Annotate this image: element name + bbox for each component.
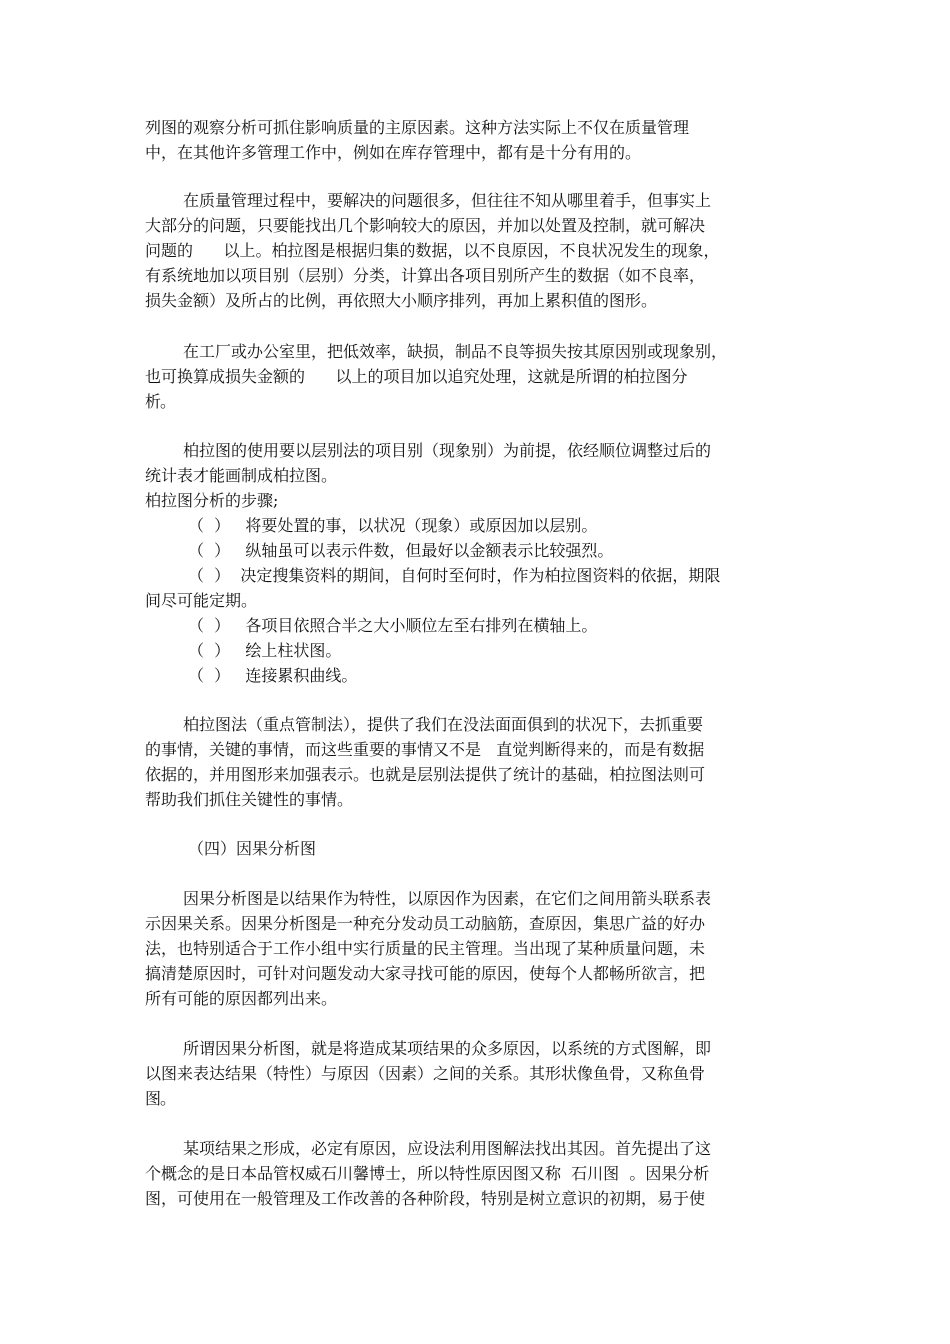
text-line: 柏拉图的使用要以层别法的项目别（现象别）为前提，依经顺位调整过后的 xyxy=(183,441,712,460)
text-line: 图。 xyxy=(145,1089,176,1108)
text-line: 图，可使用在一般管理及工作改善的各种阶段，特别是树立意识的初期，易于使 xyxy=(145,1189,706,1208)
text-line: 损失金额）及所占的比例，再依照大小顺序排列，再加上累积值的图形。 xyxy=(145,291,658,310)
text-line: （ ） 决定搜集资料的期间，自何时至何时，作为柏拉图资料的依据，期限 xyxy=(188,566,721,585)
text-line: （ ） 纵轴虽可以表示件数，但最好以金额表示比较强烈。 xyxy=(188,541,614,560)
text-line: 依据的，并用图形来加强表示。也就是层别法提供了统计的基础，柏拉图法则可 xyxy=(145,765,706,784)
text-line: 以图来表达结果（特性）与原因（因素）之间的关系。其形状像鱼骨，又称鱼骨 xyxy=(145,1064,706,1083)
text-line: （ ） 连接累积曲线。 xyxy=(188,666,358,685)
text-line: 帮助我们抓住关键性的事情。 xyxy=(145,790,354,809)
text-line: （ ） 绘上柱状图。 xyxy=(188,641,342,660)
text-line: 析。 xyxy=(145,392,176,411)
text-line: 中，在其他许多管理工作中，例如在库存管理中，都有是十分有用的。 xyxy=(145,143,642,162)
text-line: 在工厂或办公室里，把低效率，缺损，制品不良等损失按其原因别或现象别， xyxy=(183,342,728,361)
text-line: 法，也特别适合于工作小组中实行质量的民主管理。当出现了某种质量问题，未 xyxy=(145,939,706,958)
text-line: 也可换算成损失金额的 以上的项目加以追究处理，这就是所谓的柏拉图分 xyxy=(145,367,688,386)
text-line: 示因果关系。因果分析图是一种充分发动员工动脑筋，查原因，集思广益的好办 xyxy=(145,914,706,933)
text-line: 所谓因果分析图，就是将造成某项结果的众多原因，以系统的方式图解，即 xyxy=(183,1039,712,1058)
text-line: 列图的观察分析可抓住影响质量的主原因素。这种方法实际上不仅在质量管理 xyxy=(145,118,690,137)
text-line: 所有可能的原因都列出来。 xyxy=(145,989,338,1008)
text-line: 问题的 以上。柏拉图是根据归集的数据，以不良原因，不良状况发生的现象， xyxy=(145,241,720,260)
text-line: 大部分的问题，只要能找出几个影响较大的原因，并加以处置及控制，就可解决 xyxy=(145,216,706,235)
text-line: 个概念的是日本品管权威石川馨博士，所以特性原因图又称 石川图 。因果分析 xyxy=(145,1164,710,1183)
text-line: 柏拉图分析的步骤; xyxy=(145,491,279,510)
text-line: 有系统地加以项目别（层别）分类，计算出各项目别所产生的数据（如不良率， xyxy=(145,266,706,285)
text-line: 某项结果之形成，必定有原因，应设法利用图解法找出其因。首先提出了这 xyxy=(183,1139,712,1158)
text-line: （ ） 各项目依照合半之大小顺位左至右排列在横轴上。 xyxy=(188,616,598,635)
text-line: 搞清楚原因时，可针对问题发动大家寻找可能的原因，使每个人都畅所欲言，把 xyxy=(145,964,706,983)
text-line: 因果分析图是以结果作为特性，以原因作为因素，在它们之间用箭头联系表 xyxy=(183,889,712,908)
text-line: 柏拉图法（重点管制法），提供了我们在没法面面俱到的状况下，去抓重要 xyxy=(183,715,704,734)
text-line: （四）因果分析图 xyxy=(188,839,317,858)
text-line: 统计表才能画制成柏拉图。 xyxy=(145,466,338,485)
text-line: （ ） 将要处置的事，以状况（现象）或原因加以层别。 xyxy=(188,516,598,535)
text-line: 间尽可能定期。 xyxy=(145,591,258,610)
text-line: 的事情，关键的事情，而这些重要的事情又不是 直觉判断得来的，而是有数据 xyxy=(145,740,705,759)
text-line: 在质量管理过程中，要解决的问题很多，但往往不知从哪里着手，但事实上 xyxy=(183,191,712,210)
